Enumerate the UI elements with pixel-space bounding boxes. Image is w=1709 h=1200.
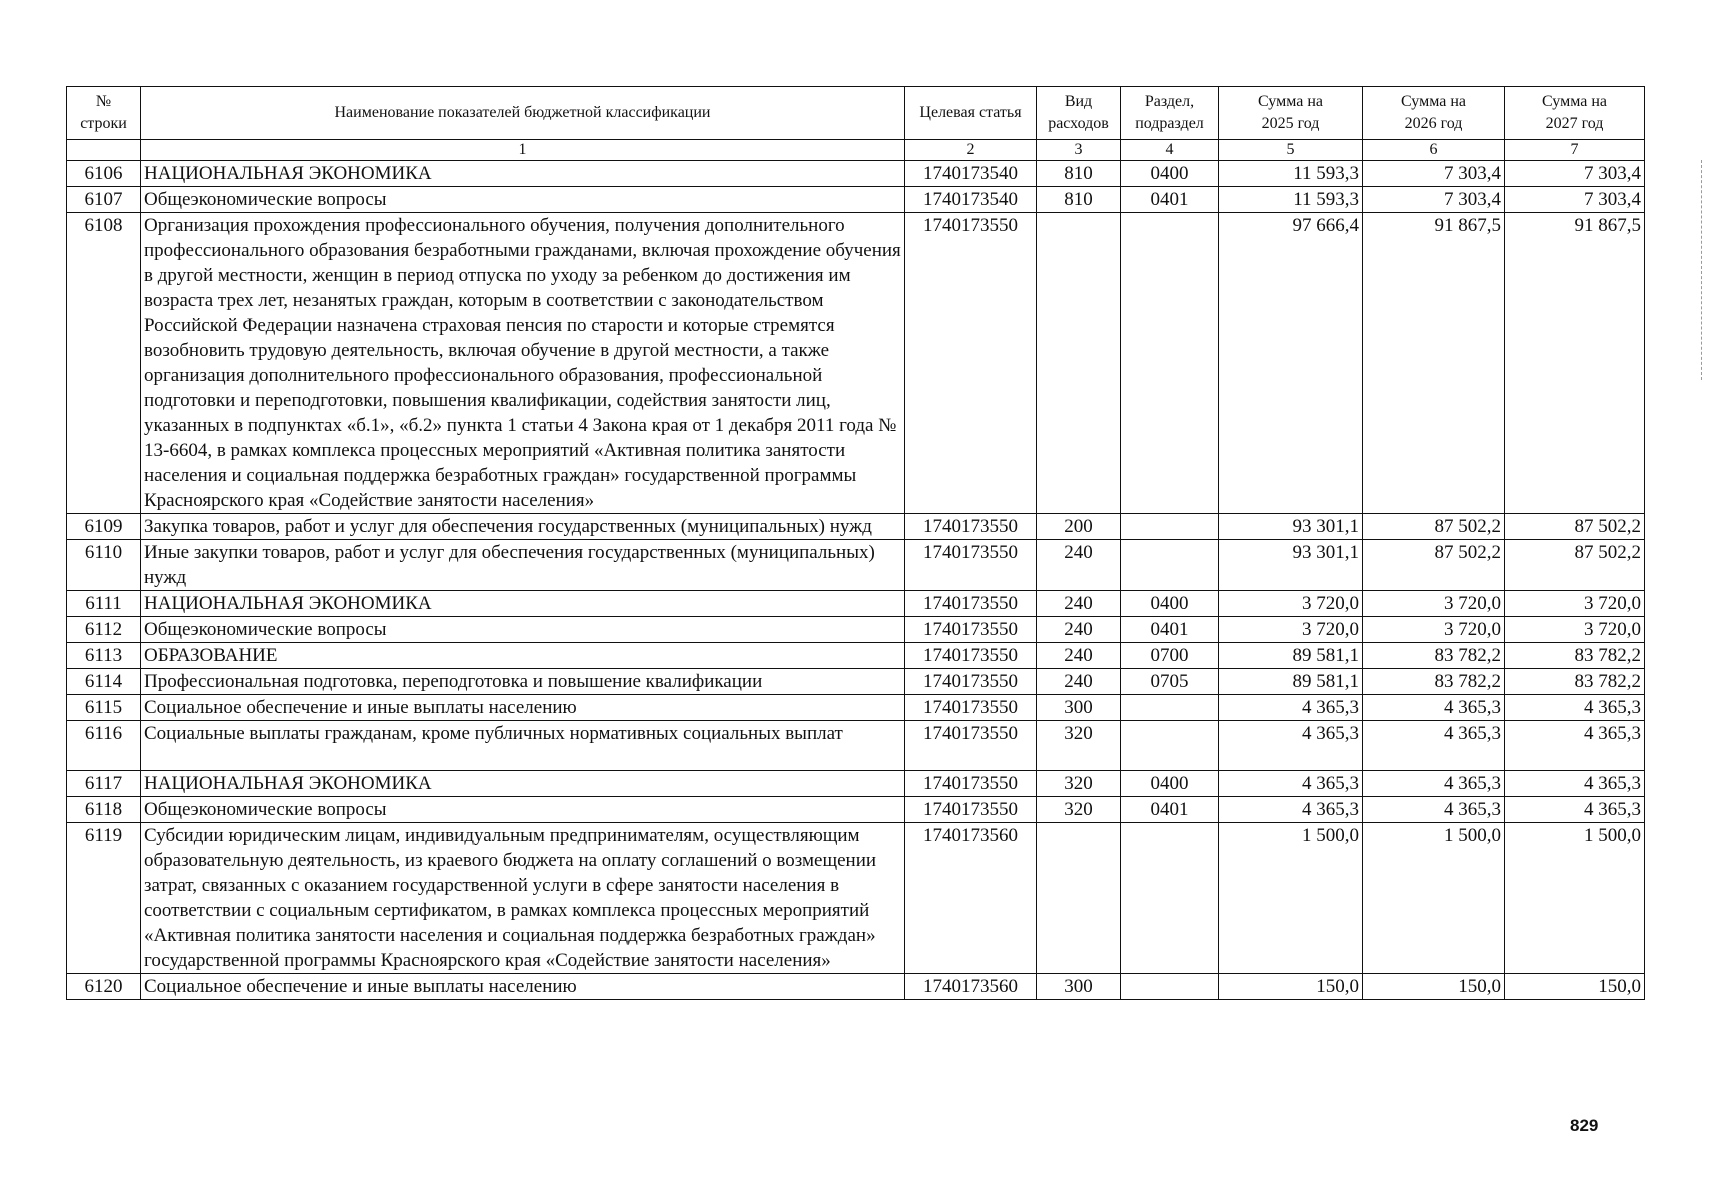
row-target: 1740173550 <box>905 669 1037 695</box>
row-target: 1740173550 <box>905 721 1037 771</box>
table-row <box>67 161 1645 187</box>
row-target: 1740173550 <box>905 643 1037 669</box>
row-sum-2026: 87 502,2 <box>1363 540 1505 591</box>
row-sum-2026: 150,0 <box>1363 974 1505 1000</box>
row-name: Закупка товаров, работ и услуг для обеспечения государственных (муниципальных) нужд <box>141 514 905 540</box>
row-name: Иные закупки товаров, работ и услуг для обеспечения государственных (муниципальных) нужд <box>141 540 905 591</box>
row-sum-2027: 7 303,4 <box>1505 187 1645 213</box>
row-exp-type: 810 <box>1037 187 1121 213</box>
row-target: 1740173560 <box>905 974 1037 1000</box>
page-number: 829 <box>1570 1116 1599 1135</box>
table-header-row <box>67 87 1645 140</box>
row-section: 0401 <box>1121 797 1219 823</box>
header-row-no: № строки <box>67 87 141 140</box>
row-name: Общеэкономические вопросы <box>141 187 905 213</box>
table-row <box>67 617 1645 643</box>
row-sum-2025: 11 593,3 <box>1219 161 1363 187</box>
row-sum-2025: 89 581,1 <box>1219 643 1363 669</box>
row-number: 6112 <box>67 617 141 643</box>
row-sum-2025: 4 365,3 <box>1219 771 1363 797</box>
header-sum-2026: Сумма на 2026 год <box>1363 87 1505 140</box>
row-number: 6120 <box>67 974 141 1000</box>
row-section <box>1121 721 1219 771</box>
row-number: 6117 <box>67 771 141 797</box>
row-sum-2026: 3 720,0 <box>1363 591 1505 617</box>
row-exp-type: 300 <box>1037 974 1121 1000</box>
row-exp-type: 240 <box>1037 643 1121 669</box>
row-exp-type: 320 <box>1037 771 1121 797</box>
row-target: 1740173560 <box>905 823 1037 974</box>
row-sum-2027: 7 303,4 <box>1505 161 1645 187</box>
row-number: 6119 <box>67 823 141 974</box>
table-row <box>67 540 1645 591</box>
row-section: 0700 <box>1121 643 1219 669</box>
row-exp-type: 320 <box>1037 797 1121 823</box>
row-sum-2026: 87 502,2 <box>1363 514 1505 540</box>
row-sum-2026: 4 365,3 <box>1363 771 1505 797</box>
table-row <box>67 643 1645 669</box>
row-exp-type: 240 <box>1037 540 1121 591</box>
col-number: 7 <box>1505 140 1645 161</box>
row-section <box>1121 540 1219 591</box>
row-sum-2025: 1 500,0 <box>1219 823 1363 974</box>
row-sum-2025: 3 720,0 <box>1219 617 1363 643</box>
row-sum-2025: 150,0 <box>1219 974 1363 1000</box>
row-number: 6113 <box>67 643 141 669</box>
table-row <box>67 823 1645 974</box>
budget-table <box>66 86 1645 1000</box>
row-sum-2027: 83 782,2 <box>1505 643 1645 669</box>
row-number: 6118 <box>67 797 141 823</box>
row-exp-type: 300 <box>1037 695 1121 721</box>
header-exp-type: Вид расходов <box>1037 87 1121 140</box>
header-target: Целевая статья <box>905 87 1037 140</box>
col-number: 3 <box>1037 140 1121 161</box>
header-sum-2025: Сумма на 2025 год <box>1219 87 1363 140</box>
row-number: 6110 <box>67 540 141 591</box>
row-sum-2025: 97 666,4 <box>1219 213 1363 514</box>
row-sum-2025: 3 720,0 <box>1219 591 1363 617</box>
row-exp-type: 200 <box>1037 514 1121 540</box>
row-section: 0400 <box>1121 161 1219 187</box>
row-sum-2025: 89 581,1 <box>1219 669 1363 695</box>
row-sum-2026: 1 500,0 <box>1363 823 1505 974</box>
row-exp-type <box>1037 823 1121 974</box>
row-name: Социальное обеспечение и иные выплаты населению <box>141 974 905 1000</box>
row-section: 0400 <box>1121 771 1219 797</box>
row-target: 1740173550 <box>905 591 1037 617</box>
row-section: 0401 <box>1121 617 1219 643</box>
row-name: Общеэкономические вопросы <box>141 617 905 643</box>
row-name: Общеэкономические вопросы <box>141 797 905 823</box>
row-section <box>1121 823 1219 974</box>
table-row <box>67 514 1645 540</box>
row-target: 1740173550 <box>905 797 1037 823</box>
row-target: 1740173540 <box>905 187 1037 213</box>
row-section <box>1121 695 1219 721</box>
header-section: Раздел, подраздел <box>1121 87 1219 140</box>
row-exp-type: 240 <box>1037 669 1121 695</box>
row-exp-type: 810 <box>1037 161 1121 187</box>
row-section: 0400 <box>1121 591 1219 617</box>
row-target: 1740173550 <box>905 514 1037 540</box>
header-name: Наименование показателей бюджетной классификации <box>141 87 905 140</box>
row-number: 6107 <box>67 187 141 213</box>
row-section: 0705 <box>1121 669 1219 695</box>
table-row <box>67 721 1645 771</box>
row-number: 6111 <box>67 591 141 617</box>
row-sum-2027: 4 365,3 <box>1505 721 1645 771</box>
row-name: Профессиональная подготовка, переподготовка и повышение квалификации <box>141 669 905 695</box>
col-number: 2 <box>905 140 1037 161</box>
table-row <box>67 187 1645 213</box>
table-row <box>67 669 1645 695</box>
row-name: Социальное обеспечение и иные выплаты населению <box>141 695 905 721</box>
row-sum-2027: 91 867,5 <box>1505 213 1645 514</box>
row-sum-2027: 3 720,0 <box>1505 591 1645 617</box>
row-name: ОБРАЗОВАНИЕ <box>141 643 905 669</box>
row-target: 1740173550 <box>905 540 1037 591</box>
row-sum-2026: 7 303,4 <box>1363 161 1505 187</box>
row-target: 1740173550 <box>905 771 1037 797</box>
row-target: 1740173550 <box>905 213 1037 514</box>
row-sum-2027: 150,0 <box>1505 974 1645 1000</box>
row-sum-2027: 4 365,3 <box>1505 695 1645 721</box>
row-sum-2025: 4 365,3 <box>1219 797 1363 823</box>
row-sum-2027: 4 365,3 <box>1505 771 1645 797</box>
row-sum-2026: 83 782,2 <box>1363 669 1505 695</box>
row-exp-type: 240 <box>1037 591 1121 617</box>
row-exp-type: 320 <box>1037 721 1121 771</box>
table-row <box>67 974 1645 1000</box>
col-number: 5 <box>1219 140 1363 161</box>
row-sum-2027: 3 720,0 <box>1505 617 1645 643</box>
row-number: 6106 <box>67 161 141 187</box>
row-sum-2025: 11 593,3 <box>1219 187 1363 213</box>
column-number-row <box>67 140 1645 161</box>
row-target: 1740173550 <box>905 617 1037 643</box>
table-row <box>67 797 1645 823</box>
row-sum-2027: 4 365,3 <box>1505 797 1645 823</box>
col-number: 4 <box>1121 140 1219 161</box>
row-name: Субсидии юридическим лицам, индивидуальным предпринимателям, осуществляющим образовательную деятельность, из краевого бюджета на оплату соглашений о возмещении затрат, связанных с оказанием государственной услуги в сфере занятости населения в соответствии с социальным сертификатом, в рамках комплекса процессных мероприятий «Активная политика занятости населения и социальная поддержка безработных граждан» государственной программы Красноярского края «Содействие занятости населения» <box>141 823 905 974</box>
col-number: 6 <box>1363 140 1505 161</box>
row-sum-2026: 3 720,0 <box>1363 617 1505 643</box>
row-sum-2025: 4 365,3 <box>1219 721 1363 771</box>
table-row <box>67 213 1645 514</box>
table-row <box>67 695 1645 721</box>
row-number: 6116 <box>67 721 141 771</box>
row-sum-2026: 4 365,3 <box>1363 721 1505 771</box>
row-number: 6109 <box>67 514 141 540</box>
row-number: 6108 <box>67 213 141 514</box>
row-sum-2027: 87 502,2 <box>1505 514 1645 540</box>
row-section <box>1121 974 1219 1000</box>
table-row <box>67 591 1645 617</box>
table-row <box>67 771 1645 797</box>
row-sum-2025: 4 365,3 <box>1219 695 1363 721</box>
row-number: 6115 <box>67 695 141 721</box>
row-exp-type <box>1037 213 1121 514</box>
row-name: Организация прохождения профессионального обучения, получения дополнительного профессионального образования безработными гражданами, включая прохождение обучения в другой местности, женщин в период отпуска по уходу за ребенком до достижения им возраста трех лет, незанятых граждан, которым в соответствии с законодательством Российской Федерации назначена страховая пенсия по старости и которые стремятся возобновить трудовую деятельность, включая обучение в другой местности, а также организация дополнительного профессионального образования, профессиональной подготовки и переподготовки, повышения квалификации, содействия занятости лиц, указанных в подпунктах «б.1», «б.2» пункта 1 статьи 4 Закона края от 1 декабря 2011 года № 13-6604, в рамках комплекса процессных мероприятий «Активная политика занятости населения и социальная поддержка безработных граждан» государственной программы Красноярского края «Содействие занятости населения» <box>141 213 905 514</box>
row-name: НАЦИОНАЛЬНАЯ ЭКОНОМИКА <box>141 771 905 797</box>
header-sum-2027: Сумма на 2027 год <box>1505 87 1645 140</box>
budget-document <box>66 86 1644 1000</box>
row-sum-2027: 87 502,2 <box>1505 540 1645 591</box>
row-sum-2026: 83 782,2 <box>1363 643 1505 669</box>
row-sum-2025: 93 301,1 <box>1219 514 1363 540</box>
row-sum-2026: 4 365,3 <box>1363 797 1505 823</box>
scan-margin-marks <box>1701 160 1704 380</box>
row-section <box>1121 213 1219 514</box>
row-section <box>1121 514 1219 540</box>
row-sum-2026: 4 365,3 <box>1363 695 1505 721</box>
row-sum-2026: 7 303,4 <box>1363 187 1505 213</box>
row-number: 6114 <box>67 669 141 695</box>
row-sum-2027: 83 782,2 <box>1505 669 1645 695</box>
col-number <box>67 140 141 161</box>
row-sum-2025: 93 301,1 <box>1219 540 1363 591</box>
row-exp-type: 240 <box>1037 617 1121 643</box>
row-section: 0401 <box>1121 187 1219 213</box>
row-sum-2027: 1 500,0 <box>1505 823 1645 974</box>
row-target: 1740173540 <box>905 161 1037 187</box>
row-sum-2026: 91 867,5 <box>1363 213 1505 514</box>
row-name: НАЦИОНАЛЬНАЯ ЭКОНОМИКА <box>141 591 905 617</box>
row-name: Социальные выплаты гражданам, кроме публичных нормативных социальных выплат <box>141 721 905 771</box>
col-number: 1 <box>141 140 905 161</box>
row-name: НАЦИОНАЛЬНАЯ ЭКОНОМИКА <box>141 161 905 187</box>
row-target: 1740173550 <box>905 695 1037 721</box>
